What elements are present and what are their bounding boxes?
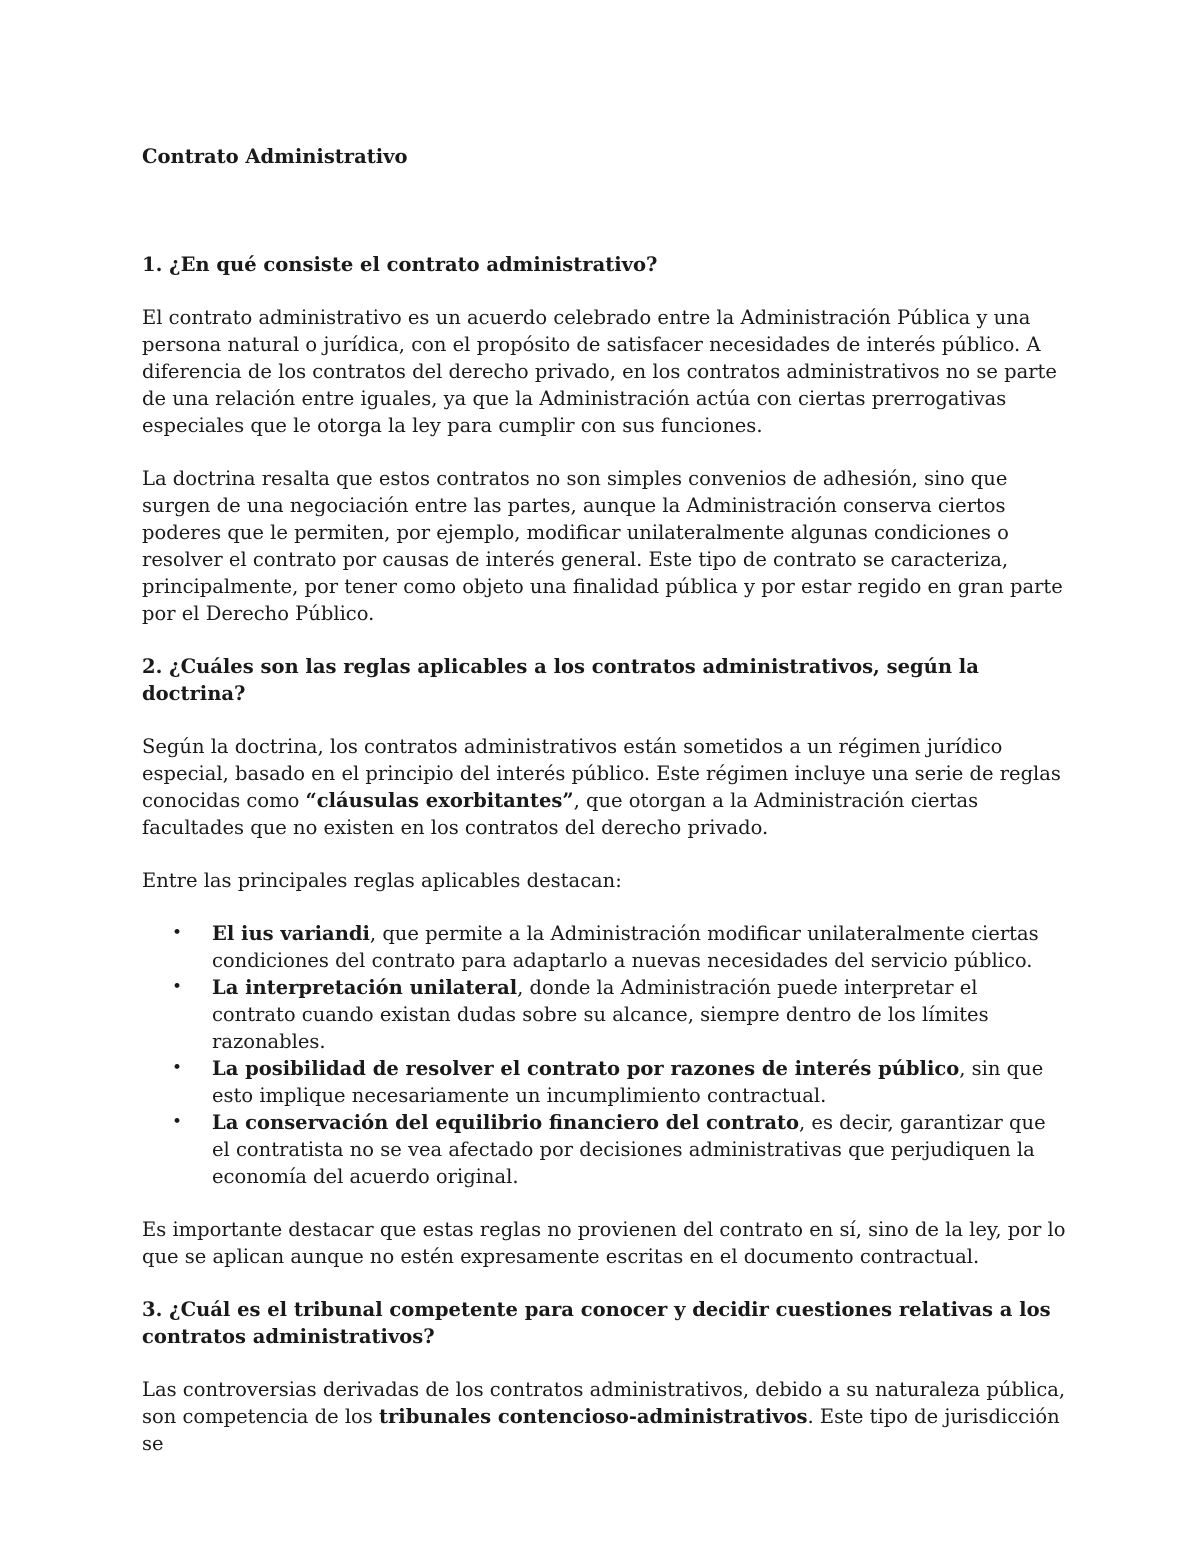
section-3-paragraph-1 — [142, 1376, 1067, 1457]
exorbitant-clauses-term: “cláusulas exorbitantes” — [305, 789, 574, 812]
list-item-term: La posibilidad de resolver el contrato por razones de interés público — [212, 1057, 960, 1080]
list-item — [142, 974, 1067, 1055]
list-item — [142, 920, 1067, 974]
list-item-term: La interpretación unilateral — [212, 976, 518, 999]
list-item-term: La conservación del equilibrio financiero del contrato — [212, 1111, 800, 1134]
list-item-text: , donde la Administración puede interpretar el contrato cuando existan dudas sobre su alcance, siempre dentro de los límites razonables. — [212, 976, 989, 1053]
bullet-icon: • — [172, 1058, 183, 1078]
list-item — [142, 1055, 1067, 1109]
list-item-text: , sin que esto implique necesariamente un incumplimiento contractual. — [212, 1057, 1044, 1107]
document-body — [142, 251, 1067, 1483]
bullet-icon: • — [172, 977, 183, 997]
section-1-heading: 1. ¿En qué consiste el contrato administrativo? — [142, 253, 658, 276]
bullet-icon: • — [172, 1112, 183, 1132]
section-2-paragraph-1-text-a: Según la doctrina, los contratos administrativos están sometidos a un régimen jurídico especial, basado en el principio del interés público. Este régimen incluye una serie de reglas conocidas como — [142, 735, 1061, 812]
list-item-text: , que permite a la Administración modificar unilateralmente ciertas condiciones del contrato para adaptarlo a nuevas necesidades del servicio público. — [212, 922, 1039, 972]
section-1-paragraph-2: La doctrina resalta que estos contratos no son simples convenios de adhesión, sino que surgen de una negociación entre las partes, aunque la Administración conserva ciertos poderes que le permiten, por ejemplo, modificar unilateralmente algunas condiciones o resolver el contrato por causas de interés general. Este tipo de contrato se caracteriza, principalmente, por tener como objeto una finalidad pública y por estar regido en gran parte por el Derecho Público. — [142, 467, 1063, 625]
section-2-heading: 2. ¿Cuáles son las reglas aplicables a los contratos administrativos, según la doctrina? — [142, 655, 979, 705]
rules-list — [142, 920, 1067, 1190]
section-2-paragraph-1 — [142, 733, 1067, 841]
section-2-paragraph-3: Es importante destacar que estas reglas no provienen del contrato en sí, sino de la ley, por lo que se aplican aunque no estén expresamente escritas en el documento contractual. — [142, 1218, 1066, 1268]
section-1-paragraph-1: El contrato administrativo es un acuerdo celebrado entre la Administración Pública y una persona natural o jurídica, con el propósito de satisfacer necesidades de interés público. A diferencia de los contratos del derecho privado, en los contratos administrativos no se parte de una relación entre iguales, ya que la Administración actúa con ciertas prerrogativas especiales que le otorga la ley para cumplir con sus funciones. — [142, 306, 1057, 437]
section-2-paragraph-1-text-b: , que otorgan a la Administración ciertas facultades que no existen en los contratos del derecho privado. — [142, 789, 979, 839]
section-3-paragraph-1-text-a: Las controversias derivadas de los contratos administrativos, debido a su naturaleza pública, son competencia de los — [142, 1378, 1066, 1428]
list-item — [142, 1109, 1067, 1190]
section-3-paragraph-1-text-b: . Este tipo de jurisdicción se — [142, 1405, 1060, 1455]
list-item-term: El ius variandi — [212, 922, 370, 945]
tribunals-term: tribunales contencioso-administrativos — [379, 1405, 808, 1428]
section-2-paragraph-2: Entre las principales reglas aplicables destacan: — [142, 869, 622, 892]
section-3-heading: 3. ¿Cuál es el tribunal competente para conocer y decidir cuestiones relativas a los contratos administrativos? — [142, 1298, 1051, 1348]
list-item-text: , es decir, garantizar que el contratista no se vea afectado por decisiones administrativas que perjudiquen la economía del acuerdo original. — [212, 1111, 1046, 1188]
bullet-icon: • — [172, 923, 183, 943]
document-title: Contrato Administrativo — [142, 145, 408, 168]
